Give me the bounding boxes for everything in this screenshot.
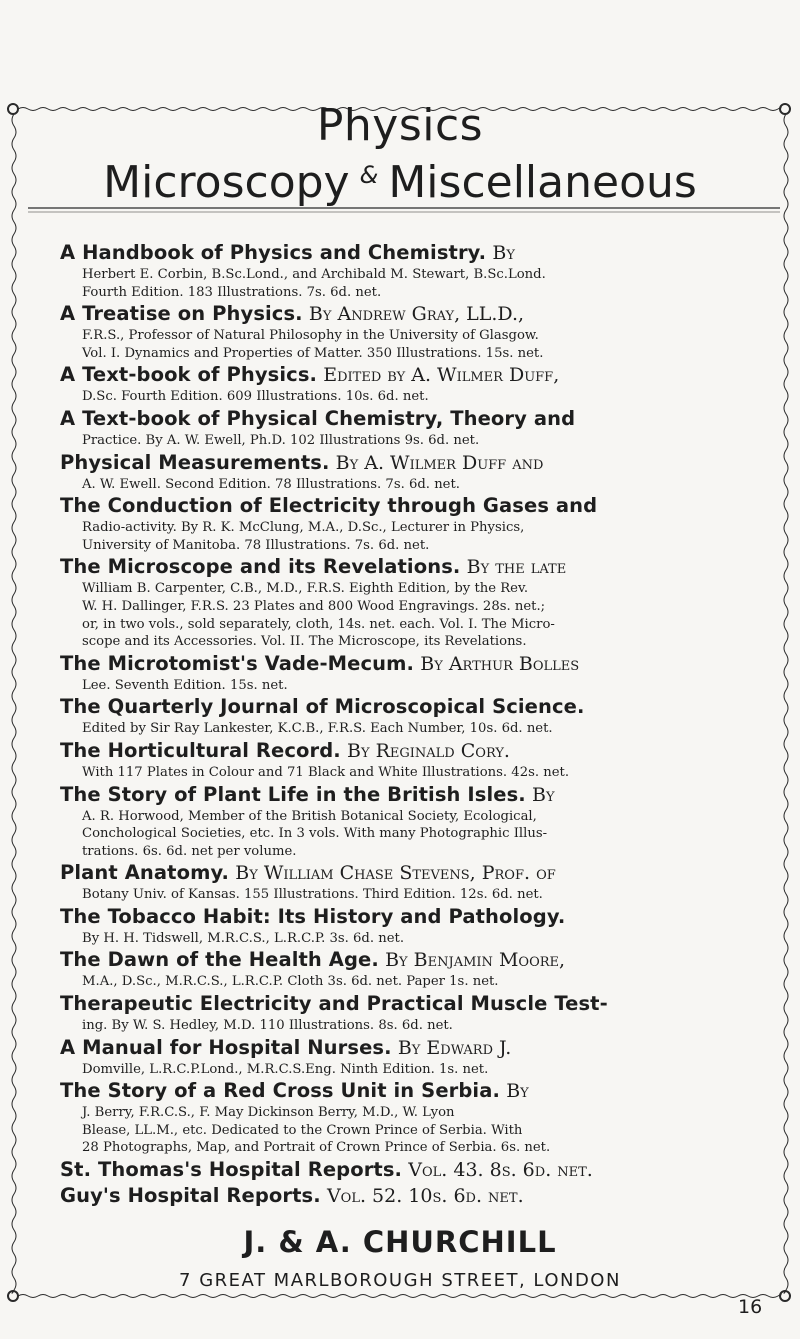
entry-heading — [60, 406, 760, 432]
subtitle-miscellaneous: Miscellaneous — [388, 157, 697, 208]
entry-detail-line: W. H. Dallinger, F.R.S. 23 Plates and 800 Wood Engravings. 28s. net.; — [82, 598, 546, 614]
entry-title: Therapeutic Electricity and Practical Muscle Test- — [60, 992, 608, 1016]
entry-detail-line: Domville, L.R.C.P.Lond., M.R.C.S.Eng. Ninth Edition. 1s. net. — [82, 1061, 489, 1077]
book-entry — [60, 406, 760, 450]
entry-heading — [60, 554, 760, 580]
entry-detail-line: Vol. I. Dynamics and Properties of Matter. 350 Illustrations. 15s. net. — [82, 345, 544, 361]
entry-heading — [60, 1183, 760, 1209]
entry-detail-line: ing. By W. S. Hedley, M.D. 110 Illustrations. 8s. 6d. net. — [82, 1018, 453, 1034]
publisher-name: J. & A. CHURCHILL — [243, 1225, 557, 1259]
entry-author: By Edward J. — [397, 1036, 512, 1059]
entry-detail-line: Lee. Seventh Edition. 15s. net. — [82, 677, 288, 693]
book-entry — [60, 362, 760, 406]
entry-detail-line: University of Manitoba. 78 Illustrations. 7s. 6d. net. — [82, 537, 430, 553]
book-entry — [60, 947, 760, 991]
entry-detail-line: Conchological Societies, etc. In 3 vols. With many Photographic Illus- — [82, 826, 548, 842]
page-title-subtitle — [0, 157, 800, 208]
entry-detail-line: 28 Photographs, Map, and Portrait of Crown Prince of Serbia. 6s. net. — [82, 1140, 551, 1156]
book-entry — [60, 240, 760, 301]
book-entry — [60, 738, 760, 782]
entry-title: St. Thomas's Hospital Reports. — [60, 1158, 403, 1182]
entry-heading — [60, 651, 760, 677]
book-entry — [60, 991, 760, 1035]
entry-detail-line: D.Sc. Fourth Edition. 609 Illustrations. 10s. 6d. net. — [82, 389, 429, 405]
entry-detail-line: William B. Carpenter, C.B., M.D., F.R.S. Eighth Edition, by the Rev. — [82, 581, 529, 597]
entry-heading — [60, 240, 760, 266]
entry-title: The Quarterly Journal of Microscopical Science. — [60, 695, 585, 719]
entry-title: The Story of Plant Life in the British Isles. — [60, 782, 526, 806]
book-entry — [60, 301, 760, 362]
entry-author: By Arthur Bolles — [420, 652, 580, 675]
entry-detail-line: Fourth Edition. 183 Illustrations. 7s. 6d. net. — [82, 284, 382, 300]
entry-detail-line: A. R. Horwood, Member of the British Botanical Society, Ecological, — [82, 808, 537, 824]
entry-heading — [60, 450, 760, 476]
entry-author: Vol. 52. 10s. 6d. net. — [326, 1185, 524, 1208]
entry-heading — [60, 738, 760, 764]
entry-author: Vol. 43. 8s. 6d. net. — [408, 1159, 593, 1182]
entry-author: By the late — [466, 556, 567, 579]
book-list — [60, 240, 760, 1209]
entry-author: By William Chase Stevens, Prof. of — [235, 862, 556, 885]
entry-heading — [60, 782, 760, 808]
entry-heading — [60, 1078, 760, 1104]
entry-detail-line: Blease, LL.M., etc. Dedicated to the Crown Prince of Serbia. With — [82, 1122, 523, 1138]
entry-heading — [60, 991, 760, 1017]
entry-heading — [60, 904, 760, 930]
entry-title: A Handbook of Physics and Chemistry. — [60, 241, 487, 264]
entry-detail-line: Practice. By A. W. Ewell, Ph.D. 102 Illustrations 9s. 6d. net. — [82, 432, 480, 448]
entry-title: A Text-book of Physics. — [60, 363, 318, 387]
entry-author: By — [492, 242, 515, 264]
entry-author: Edited by A. Wilmer Duff, — [323, 364, 560, 387]
entry-detail-line: J. Berry, F.R.C.S., F. May Dickinson Berry, M.D., W. Lyon — [82, 1105, 455, 1121]
entry-heading — [60, 947, 760, 973]
book-entry — [60, 651, 760, 695]
entry-detail-line: With 117 Plates in Colour and 71 Black and White Illustrations. 42s. net. — [82, 764, 570, 780]
entry-detail-line: Herbert E. Corbin, B.Sc.Lond., and Archibald M. Stewart, B.Sc.Lond. — [82, 267, 546, 282]
publisher-address: 7 GREAT MARLBOROUGH STREET, LONDON — [179, 1270, 621, 1291]
entry-detail-line: scope and its Accessories. Vol. II. The Microscope, its Revelations. — [82, 634, 527, 650]
entry-detail-line: Edited by Sir Ray Lankester, K.C.B., F.R.S. Each Number, 10s. 6d. net. — [82, 721, 553, 737]
entry-title: The Conduction of Electricity through Gases and — [60, 494, 598, 518]
book-entry — [60, 554, 760, 650]
entry-author: By A. Wilmer Duff and — [335, 451, 544, 474]
entry-title: The Microscope and its Revelations. — [60, 555, 461, 579]
entry-heading — [60, 362, 760, 388]
entry-heading — [60, 1157, 760, 1183]
entry-detail-line: or, in two vols., sold separately, cloth, 14s. net. each. Vol. I. The Micro- — [82, 616, 555, 632]
entry-title: A Treatise on Physics. — [60, 302, 303, 326]
book-entry — [60, 782, 760, 861]
entry-detail-line: Botany Univ. of Kansas. 155 Illustrations. Third Edition. 12s. 6d. net. — [82, 887, 543, 903]
entry-heading — [60, 1035, 760, 1061]
entry-author: By — [506, 1080, 529, 1103]
book-entry — [60, 1078, 760, 1157]
entry-title: The Tobacco Habit: Its History and Pathology. — [60, 904, 566, 928]
entry-detail-line: M.A., D.Sc., M.R.C.S., L.R.C.P. Cloth 3s. 6d. net. Paper 1s. net. — [82, 974, 499, 990]
entry-title: A Manual for Hospital Nurses. — [60, 1035, 392, 1059]
book-entry — [60, 450, 760, 494]
entry-author: By — [532, 783, 555, 806]
ampersand-ornament: & — [359, 161, 379, 189]
entry-title: The Story of a Red Cross Unit in Serbia. — [60, 1079, 500, 1103]
entry-detail-line: trations. 6s. 6d. net per volume. — [82, 843, 297, 859]
entry-title: The Microtomist's Vade-Mecum. — [60, 651, 415, 675]
entry-title: The Horticultural Record. — [60, 738, 341, 762]
entry-title: Physical Measurements. — [60, 450, 330, 474]
entry-title: Guy's Hospital Reports. — [60, 1184, 321, 1208]
entry-heading — [60, 860, 760, 886]
page-number: 16 — [738, 1296, 763, 1318]
entry-author: By Andrew Gray, LL.D., — [308, 303, 525, 326]
entry-heading — [60, 493, 760, 519]
entry-title: The Dawn of the Health Age. — [60, 948, 379, 972]
entry-detail-line: A. W. Ewell. Second Edition. 78 Illustrations. 7s. 6d. net. — [82, 476, 460, 492]
page-title-physics: Physics — [316, 100, 484, 151]
book-entry — [60, 1157, 760, 1183]
entry-heading — [60, 301, 760, 327]
entry-heading — [60, 694, 760, 720]
book-entry — [60, 860, 760, 904]
entry-title: Plant Anatomy. — [60, 861, 230, 885]
entry-author: By Reginald Cory. — [347, 739, 510, 762]
entry-title: A Text-book of Physical Chemistry, Theory and — [60, 406, 576, 430]
book-entry — [60, 1035, 760, 1079]
book-entry — [60, 904, 760, 948]
book-entry — [60, 493, 760, 554]
entry-detail-line: F.R.S., Professor of Natural Philosophy in the University of Glasgow. — [82, 328, 539, 344]
entry-detail-line: By H. H. Tidswell, M.R.C.S., L.R.C.P. 3s. 6d. net. — [82, 930, 405, 946]
book-entry — [60, 694, 760, 738]
book-entry — [60, 1183, 760, 1209]
entry-detail-line: Radio-activity. By R. K. McClung, M.A., D.Sc., Lecturer in Physics, — [82, 520, 525, 536]
entry-author: By Benjamin Moore, — [385, 949, 566, 972]
subtitle-microscopy: Microscopy — [103, 157, 350, 208]
